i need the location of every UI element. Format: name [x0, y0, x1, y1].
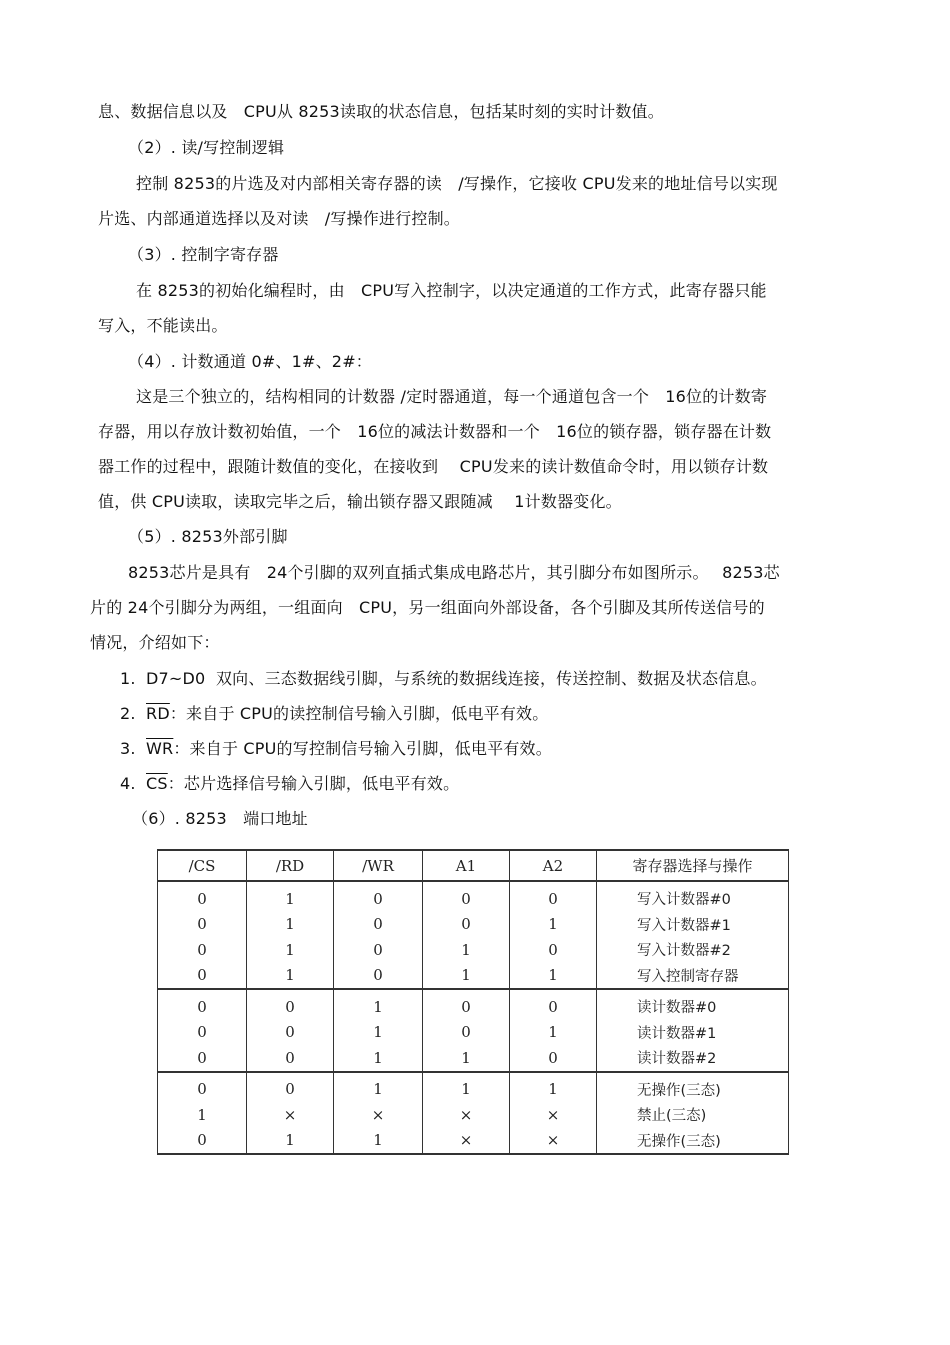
- table-cell: 0: [247, 1020, 334, 1046]
- table-cell: 1: [423, 1045, 510, 1072]
- table-cell: ×: [423, 1128, 510, 1155]
- table-header-row: [158, 850, 789, 881]
- pin-description: ：来自于 CPU的读控制信号输入引脚，低电平有效。: [169, 704, 549, 723]
- pin-name-rd: $\overline{RD}$: [146, 704, 170, 723]
- table-row: [158, 1128, 789, 1155]
- table-cell: 1: [423, 1072, 510, 1103]
- table-cell: 0: [247, 1045, 334, 1072]
- paragraph-line: 情况，介绍如下：: [90, 633, 220, 652]
- pin-name: D7~D0: [146, 669, 206, 688]
- table-row: [158, 1102, 789, 1128]
- table-group-read: [158, 989, 789, 1072]
- port-address-table: [157, 849, 789, 1155]
- table-cell: 无操作(三态): [597, 1128, 789, 1155]
- pin-list-item: [120, 703, 548, 725]
- paragraph-line: 片选、内部通道选择以及对读 /写操作进行控制。: [98, 209, 460, 228]
- table-cell: 0: [247, 1072, 334, 1103]
- table-cell: 1: [510, 963, 597, 990]
- table-cell: 0: [510, 937, 597, 963]
- table-cell: 写入控制寄存器: [597, 963, 789, 990]
- table-cell: 读计数器#0: [597, 989, 789, 1020]
- table-cell: 无操作(三态): [597, 1072, 789, 1103]
- table-cell: 1: [334, 1020, 423, 1046]
- table-cell: 1: [247, 937, 334, 963]
- list-number: 2.: [120, 704, 136, 723]
- header-cs: /CS: [158, 850, 247, 881]
- section-heading-2: （2）. 读/写控制逻辑: [128, 138, 285, 157]
- paragraph-line: 器工作的过程中，跟随计数值的变化，在接收到 CPU发来的读计数值命令时，用以锁存计数: [98, 457, 769, 476]
- table-cell: 1: [334, 1072, 423, 1103]
- table-row: [158, 1020, 789, 1046]
- pin-list-item: [120, 668, 767, 690]
- table-cell: 1: [247, 881, 334, 912]
- table-cell: 1: [247, 1128, 334, 1155]
- section-heading-5: （5）. 8253外部引脚: [128, 527, 288, 546]
- table-cell: 1: [423, 937, 510, 963]
- table-cell: 0: [158, 1072, 247, 1103]
- paragraph-line: 息、数据信息以及 CPU从 8253读取的状态信息，包括某时刻的实时计数值。: [98, 102, 664, 121]
- table-row: [158, 912, 789, 938]
- table-cell: 1: [247, 963, 334, 990]
- table-cell: 读计数器#2: [597, 1045, 789, 1072]
- table-cell: 0: [334, 963, 423, 990]
- table-cell: 0: [423, 912, 510, 938]
- table-cell: 写入计数器#2: [597, 937, 789, 963]
- table-cell: 禁止(三态): [597, 1102, 789, 1128]
- table-cell: ×: [510, 1102, 597, 1128]
- table-cell: 0: [510, 1045, 597, 1072]
- table-cell: 1: [334, 989, 423, 1020]
- list-number: 4.: [120, 774, 136, 793]
- header-rd: /RD: [247, 850, 334, 881]
- list-number: 1.: [120, 669, 136, 688]
- paragraph-line: 存器，用以存放计数初始值，一个 16位的减法计数器和一个 16位的锁存器，锁存器在计数: [98, 422, 772, 441]
- table-cell: 0: [247, 989, 334, 1020]
- table-cell: 0: [423, 881, 510, 912]
- table-group-write: [158, 881, 789, 989]
- table-group-idle: [158, 1072, 789, 1155]
- table-row: [158, 1045, 789, 1072]
- table-row: [158, 881, 789, 912]
- table-row: [158, 937, 789, 963]
- pin-list-item: [120, 738, 552, 760]
- paragraph-line: 控制 8253的片选及对内部相关寄存器的读 /写操作，它接收 CPU发来的地址信号以实现: [136, 174, 778, 193]
- table-cell: 0: [158, 937, 247, 963]
- paragraph-line: 在 8253的初始化编程时，由 CPU写入控制字，以决定通道的工作方式，此寄存器只能: [136, 281, 767, 300]
- table-cell: 0: [158, 1045, 247, 1072]
- table-cell: 1: [334, 1128, 423, 1155]
- table-cell: 0: [158, 1128, 247, 1155]
- list-number: 3.: [120, 739, 136, 758]
- table-cell: 写入计数器#0: [597, 881, 789, 912]
- table-cell: 1: [334, 1045, 423, 1072]
- paragraph-line: 值，供 CPU读取，读取完毕之后，输出锁存器又跟随减 1计数器变化。: [98, 492, 622, 511]
- section-heading-6: （6）. 8253 端口地址: [132, 809, 308, 828]
- table-cell: 0: [334, 912, 423, 938]
- table-cell: 0: [158, 912, 247, 938]
- pin-name-cs: $\overline{CS}$: [146, 774, 168, 793]
- table-row: [158, 989, 789, 1020]
- pin-list-item: [120, 773, 459, 795]
- table-cell: 0: [423, 1020, 510, 1046]
- pin-description: ：芯片选择信号输入引脚，低电平有效。: [167, 774, 460, 793]
- table-cell: 0: [423, 989, 510, 1020]
- header-operation: 寄存器选择与操作: [597, 850, 789, 881]
- header-a1: A1: [423, 850, 510, 881]
- table-cell: 0: [510, 989, 597, 1020]
- paragraph-line: 这是三个独立的，结构相同的计数器 /定时器通道，每一个通道包含一个 16位的计数寄: [136, 387, 768, 406]
- table-cell: ×: [247, 1102, 334, 1128]
- paragraph-line: 写入，不能读出。: [98, 316, 228, 335]
- table-cell: ×: [510, 1128, 597, 1155]
- table-cell: 1: [510, 1020, 597, 1046]
- section-heading-3: （3）. 控制字寄存器: [128, 245, 279, 264]
- table-cell: 0: [158, 989, 247, 1020]
- table-cell: 读计数器#1: [597, 1020, 789, 1046]
- table-row: [158, 963, 789, 990]
- paragraph-line: 片的 24个引脚分为两组，一组面向 CPU，另一组面向外部设备，各个引脚及其所传送信号的: [90, 598, 765, 617]
- pin-description: ：来自于 CPU的写控制信号输入引脚，低电平有效。: [173, 739, 552, 758]
- table-cell: 1: [510, 912, 597, 938]
- section-heading-4: （4）. 计数通道 0#、1#、2#：: [128, 352, 372, 371]
- paragraph-line: 8253芯片是具有 24个引脚的双列直插式集成电路芯片，其引脚分布如图所示。 8253芯: [128, 563, 780, 582]
- table-cell: 0: [510, 881, 597, 912]
- table-cell: 0: [158, 881, 247, 912]
- header-wr: /WR: [334, 850, 423, 881]
- table-cell: 1: [510, 1072, 597, 1103]
- table-cell: 1: [247, 912, 334, 938]
- table-cell: ×: [423, 1102, 510, 1128]
- table-cell: 0: [334, 881, 423, 912]
- table-cell: 0: [158, 1020, 247, 1046]
- table-cell: 写入计数器#1: [597, 912, 789, 938]
- table-cell: 0: [334, 937, 423, 963]
- table-cell: 1: [158, 1102, 247, 1128]
- table-cell: ×: [334, 1102, 423, 1128]
- pin-name-wr: $\overline{WR}$: [146, 739, 174, 758]
- header-a2: A2: [510, 850, 597, 881]
- pin-description: 双向、三态数据线引脚，与系统的数据线连接，传送控制、数据及状态信息。: [215, 669, 767, 688]
- table-row: [158, 1072, 789, 1103]
- table-cell: 0: [158, 963, 247, 990]
- table-cell: 1: [423, 963, 510, 990]
